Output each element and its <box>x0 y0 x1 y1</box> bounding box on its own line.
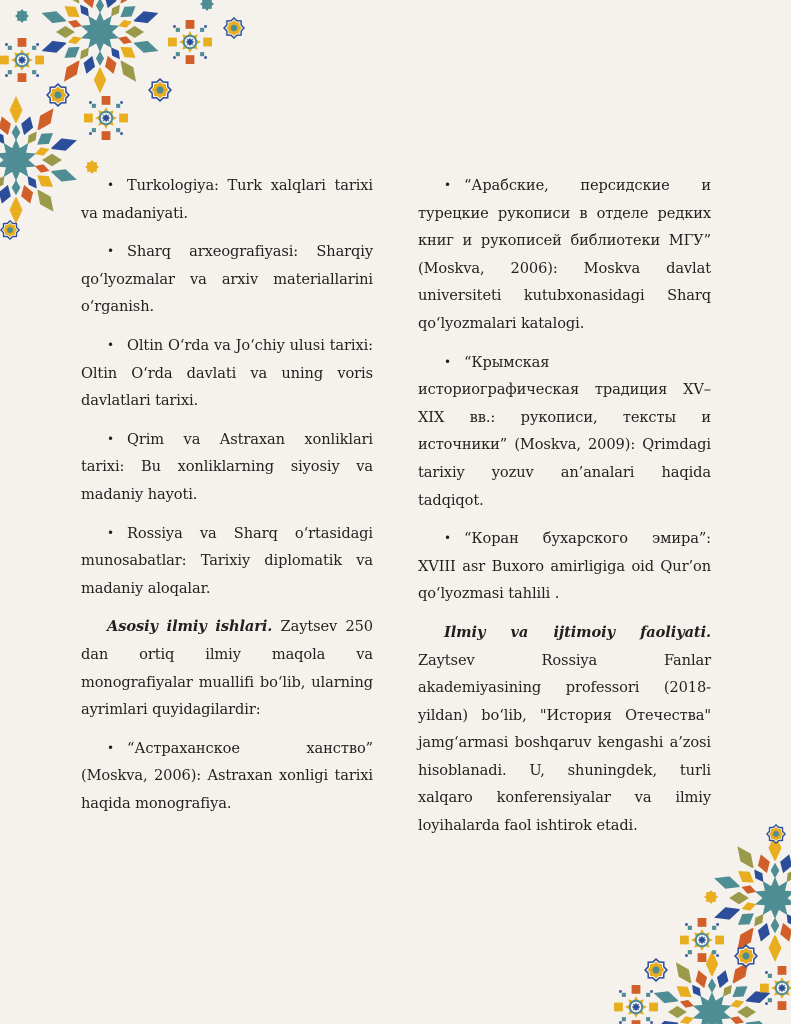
rosette-inner-petal <box>11 124 21 142</box>
flower-diamond <box>119 114 128 123</box>
rosette-mid-petal <box>124 25 145 38</box>
flower-corner-dot <box>685 923 688 926</box>
medallion-inner-star <box>50 87 67 104</box>
flower-corner-square <box>688 926 692 930</box>
small-star <box>15 9 29 23</box>
rosette-inner-petal <box>117 36 133 45</box>
flower-corner-dot <box>765 1002 768 1005</box>
rosette-mid-petal <box>716 969 729 989</box>
rosette-outer-petal <box>37 189 53 212</box>
medallion-center <box>7 227 13 233</box>
rosette-inner-petal <box>0 131 5 146</box>
rosette-mid-petal <box>780 853 791 874</box>
rosette-outer-petal <box>10 196 23 224</box>
flower-corner-square <box>688 950 692 954</box>
rosette-mid-petal <box>119 6 136 18</box>
flower-center-star <box>778 984 787 993</box>
rosette-inner-petal <box>729 999 745 1008</box>
bullet-icon: • <box>107 431 114 446</box>
works-section-body: Zaytsev 250 dan ortiq ilmiy maqola va monografiyalar muallifi bo‘lib, ularning ayrimlari quyidagilardir: <box>81 618 373 719</box>
flower-diamond <box>614 1003 623 1012</box>
flower-diamond <box>168 38 177 47</box>
research-area-bullet <box>81 520 373 603</box>
rosette-outer-petal <box>769 834 782 862</box>
bullet-icon: • <box>107 178 114 192</box>
flower-diamond <box>715 936 724 945</box>
rosette-mid-petal <box>36 132 54 145</box>
rosette-mid-petal <box>737 870 755 883</box>
rosette-inner-petal <box>679 999 695 1008</box>
flower-center-star <box>186 38 195 47</box>
flower-corner-dot <box>5 43 8 46</box>
flower-diamond <box>760 984 769 993</box>
rosette-inner-petal <box>79 46 89 60</box>
rosette-mid-petal <box>21 115 34 136</box>
rosette-inner-petal <box>34 164 51 174</box>
medallion-outer-star <box>644 958 668 982</box>
flower-corner-dot <box>650 990 653 993</box>
flower-ring-gap <box>185 37 196 48</box>
rosette-inner-petal <box>707 977 717 994</box>
rosette-mid-petal <box>667 1005 688 1018</box>
work-text: “Крымская историографическая традиция XV–XIX вв.: рукописи, тексты и источники” (Moskva, 2009): Qrimdagi tarixiy yozuv an’analari haqida tadqiqot. <box>418 353 711 509</box>
flower-ring <box>775 981 790 996</box>
flower-ring <box>15 53 30 68</box>
bullet-icon: • <box>444 178 451 192</box>
rosette-inner-petal <box>770 917 780 935</box>
rosette-outer-petal <box>120 0 136 4</box>
works-section-heading: Asosiy ilmiy ishlari. <box>107 618 273 636</box>
right-column <box>418 172 711 851</box>
flower-corner-square <box>768 974 772 978</box>
flower-corner-square <box>92 128 96 132</box>
flower-ray-star <box>11 49 33 71</box>
flower-ring <box>99 111 114 126</box>
research-area-bullet <box>81 172 373 227</box>
rosette-outer-petal <box>745 991 771 1003</box>
flower-diamond <box>632 1020 641 1024</box>
medallion-gap <box>768 826 784 842</box>
flower-diamond <box>102 96 111 105</box>
bullet-icon: • <box>107 740 114 755</box>
rosette-center-star <box>81 12 119 52</box>
rosette-outer-petal <box>769 934 782 962</box>
flower-diamond <box>102 131 111 140</box>
rosette-mid-petal <box>83 55 96 75</box>
rosette-mid-petal <box>55 25 76 38</box>
flower-corner-square <box>200 52 204 56</box>
flower-corner-square <box>622 993 626 997</box>
works-section-paragraph <box>81 613 373 723</box>
flower-corner-square <box>200 28 204 32</box>
flower-ring <box>629 1000 644 1015</box>
research-area-bullet <box>81 238 373 321</box>
medallion-gap <box>150 80 170 100</box>
flower-diamond <box>680 936 689 945</box>
flower-center-star <box>18 56 27 65</box>
medallion-outer-star <box>223 17 245 39</box>
rosette-inner-petal <box>79 4 89 18</box>
rosette-mid-petal <box>64 46 81 58</box>
flower-corner-dot <box>716 954 719 957</box>
rosette-mid-petal <box>676 986 693 998</box>
activity-section-paragraph <box>418 619 711 840</box>
flower-corner-dot <box>36 43 39 46</box>
rosette-inner-petal <box>67 36 83 45</box>
flower-ring <box>695 933 710 948</box>
flower-corner-square <box>116 128 120 132</box>
rosette-outer-petal <box>50 138 77 150</box>
flower-corner-dot <box>120 101 123 104</box>
rosette-inner-petal <box>679 1016 695 1024</box>
work-text: “Астраханское ханство” (Moskva, 2006): Astraxan xonligi tarixi haqida monografiya. <box>81 739 373 812</box>
rosette-outer-petal <box>654 991 680 1003</box>
flower-corner-dot <box>650 1021 653 1024</box>
rosette-inner-petal <box>110 46 120 60</box>
flower-diamond <box>632 985 641 994</box>
rosette-mid-petal <box>36 175 54 188</box>
flower-corner-dot <box>685 954 688 957</box>
rosette-outer-petal <box>64 60 80 82</box>
rosette-outer-petal <box>42 41 68 53</box>
flower-diamond <box>778 966 787 975</box>
flower-diamond <box>698 953 707 962</box>
flower-corner-square <box>92 104 96 108</box>
rosette-inner-petal <box>27 175 38 190</box>
flower-diamond <box>203 38 212 47</box>
rosette-mid-petal <box>64 6 81 18</box>
flower-ray-star <box>625 996 647 1018</box>
activity-section-body: Zaytsev Rossiya Fanlar akademiyasining professori (2018-yildan) bo‘lib, "История Отечества" jamg‘armasi boshqaruv kengashi a’zosi hisoblanadi. U, shuningdek, turli xalqaro konferensiyalar va ilmiy loyihalarda faol ishtirok etadi. <box>418 651 711 835</box>
flower-ray-star <box>771 977 791 999</box>
flower-corner-square <box>32 46 36 50</box>
flower-diamond <box>186 55 195 64</box>
rosette-inner-petal <box>67 19 83 28</box>
bullet-text: Qrim va Astraxan xonliklari tarixi: Bu xonliklarning siyosiy va madaniy hayoti. <box>81 430 373 503</box>
rosette-mid-petal <box>737 913 755 926</box>
bullet-icon: • <box>107 244 114 259</box>
rosette-outer-petal <box>50 169 77 181</box>
rosette-outer-petal <box>737 927 753 950</box>
flower-corner-square <box>712 950 716 954</box>
medallion-inner-star <box>226 20 241 35</box>
rosette-inner-petal <box>34 147 51 157</box>
flower-diamond <box>186 20 195 29</box>
flower-diamond <box>84 114 93 123</box>
work-text: “Коран бухарского эмира”: XVIII asr Buxoro amirligiga oid Qur’on qo‘lyozmasi tahlili . <box>418 530 711 603</box>
flower-diamond <box>778 1001 787 1010</box>
work-text: “Арабские, персидские и турецкие рукописи в отделе редких книг и рукописей библиотеки МГУ” (Moskva, 2006): Moskva davlat universiteti kutubxonasidagi Sharq qo‘lyozmalari katalogi. <box>418 177 711 332</box>
bullet-text: Sharq arxeografiyasi: Sharqiy qo‘lyozmalar va arxiv materiallarini o‘rganish. <box>81 243 373 316</box>
left-column <box>81 172 373 828</box>
flower-diamond <box>35 56 44 65</box>
rosette-mid-petal <box>21 184 34 205</box>
research-area-bullet <box>81 426 373 509</box>
flower-center-star <box>102 114 111 123</box>
rosette-inner-petal <box>722 984 732 998</box>
flower-ray-star <box>179 31 201 53</box>
rosette-mid-petal <box>83 0 96 9</box>
flower-ring-gap <box>17 55 28 66</box>
flower-diamond <box>18 38 27 47</box>
flower-corner-dot <box>173 56 176 59</box>
rosette-mid-petal <box>119 46 136 58</box>
rosette-mid-petal <box>780 922 791 943</box>
rosette-outer-petal <box>737 846 753 869</box>
rosette-mid-petal <box>757 853 770 874</box>
rosette-outer-petal <box>42 11 68 23</box>
flower-corner-dot <box>204 56 207 59</box>
rosette-center-star <box>693 992 731 1024</box>
flower-corner-dot <box>89 132 92 135</box>
small-star <box>704 890 718 904</box>
medallion-gap <box>646 960 666 980</box>
rosette-outer-petal <box>706 951 718 978</box>
medallion-inner-star <box>152 82 169 99</box>
flower-corner-dot <box>619 990 622 993</box>
flower-corner-square <box>32 70 36 74</box>
flower-diamond <box>0 56 9 65</box>
rosette-mid-petal <box>0 184 12 205</box>
medallion-inner-star <box>648 962 665 979</box>
flower-ring <box>183 35 198 50</box>
rosette-inner-petal <box>691 984 701 998</box>
rosette-inner-petal <box>729 1016 745 1024</box>
rosette-inner-petal <box>95 0 105 14</box>
work-bullet <box>418 172 711 338</box>
flower-corner-dot <box>716 923 719 926</box>
flower-diamond <box>649 1003 658 1012</box>
work-bullet <box>418 525 711 608</box>
flower-corner-dot <box>36 74 39 77</box>
rosette-outer-petal <box>120 60 136 82</box>
rosette-mid-petal <box>728 891 750 905</box>
flower-corner-square <box>622 1017 626 1021</box>
rosette-inner-petal <box>0 175 5 190</box>
rosette-inner-petal <box>740 902 757 912</box>
flower-corner-dot <box>89 101 92 104</box>
medallion-center <box>54 91 61 98</box>
rosette-outer-petal <box>732 962 748 984</box>
flower-diamond <box>698 918 707 927</box>
medallion-gap <box>2 222 18 238</box>
rosette-inner-petal <box>770 862 780 880</box>
bullet-text: Turkologiya: Turk xalqlari tarixi va madaniyati. <box>81 177 373 222</box>
medallion-center <box>652 966 659 973</box>
flower-corner-dot <box>765 971 768 974</box>
flower-corner-square <box>646 993 650 997</box>
flower-corner-dot <box>204 25 207 28</box>
rosette-outer-petal <box>714 876 741 888</box>
rosette-outer-petal <box>133 41 159 53</box>
medallion-outer-star <box>0 220 20 240</box>
rosette-outer-petal <box>714 907 741 919</box>
flower-corner-square <box>176 52 180 56</box>
flower-corner-square <box>712 926 716 930</box>
rosette-inner-petal <box>786 869 791 884</box>
rosette-outer-petal <box>94 67 106 94</box>
rosette-outer-petal <box>64 0 80 4</box>
flower-ring-gap <box>101 113 112 124</box>
bullet-icon: • <box>107 337 114 352</box>
rosette-outer-petal <box>10 96 23 124</box>
flower-corner-square <box>8 70 12 74</box>
flower-diamond <box>18 73 27 82</box>
activity-section-heading: Ilmiy va ijtimoiy faoliyati. <box>444 623 711 641</box>
flower-corner-square <box>176 28 180 32</box>
flower-corner-square <box>646 1017 650 1021</box>
flower-corner-dot <box>619 1021 622 1024</box>
rosette-mid-petal <box>695 969 708 989</box>
rosette-mid-petal <box>731 986 748 998</box>
rosette-inner-petal <box>754 869 765 884</box>
bottom-right-islamic-star-ornament <box>614 824 791 1024</box>
flower-corner-square <box>8 46 12 50</box>
medallion-outer-star <box>766 824 786 844</box>
medallion-gap <box>225 19 243 37</box>
rosette-inner-petal <box>754 913 765 928</box>
rosette-outer-petal <box>676 962 692 984</box>
rosette-inner-petal <box>740 885 757 895</box>
rosette-center-star <box>0 139 36 181</box>
medallion-center <box>231 25 238 32</box>
rosette-outer-petal <box>37 108 53 131</box>
medallion-outer-star <box>734 944 758 968</box>
medallion-gap <box>48 85 68 105</box>
flower-ring-gap <box>777 983 788 994</box>
bullet-text: Rossiya va Sharq o‘rtasidagi munosabatlar: Tarixiy diplomatik va madaniy aloqalar. <box>81 524 373 597</box>
flower-corner-square <box>768 998 772 1002</box>
bullet-icon: • <box>107 525 114 540</box>
medallion-center <box>773 831 779 837</box>
rosette-mid-petal <box>0 115 12 136</box>
flower-center-star <box>632 1003 641 1012</box>
rosette-inner-petal <box>786 913 791 928</box>
bullet-icon: • <box>444 531 451 546</box>
medallion-center <box>742 952 749 959</box>
rosette-mid-petal <box>757 922 770 943</box>
bullet-icon: • <box>444 354 451 369</box>
rosette-inner-petal <box>11 179 21 197</box>
research-area-bullet <box>81 332 373 415</box>
medallion-inner-star <box>3 223 17 237</box>
work-bullet <box>81 735 373 818</box>
flower-corner-square <box>116 104 120 108</box>
small-star <box>200 0 214 11</box>
medallion-outer-star <box>148 78 172 102</box>
rosette-inner-petal <box>110 4 120 18</box>
flower-ring-gap <box>697 935 708 946</box>
flower-ray-star <box>95 107 117 129</box>
flower-ring-gap <box>631 1002 642 1013</box>
rosette-mid-petal <box>104 0 117 9</box>
rosette-inner-petal <box>95 50 105 67</box>
rosette-mid-petal <box>736 1005 757 1018</box>
flower-center-star <box>698 936 707 945</box>
medallion-inner-star <box>769 827 783 841</box>
rosette-mid-petal <box>104 55 117 75</box>
rosette-mid-petal <box>41 153 63 167</box>
work-bullet <box>418 349 711 515</box>
rosette-center-star <box>755 877 791 919</box>
rosette-inner-petal <box>117 19 133 28</box>
flower-corner-dot <box>5 74 8 77</box>
rosette-outer-petal <box>133 11 159 23</box>
flower-corner-dot <box>173 25 176 28</box>
flower-ray-star <box>691 929 713 951</box>
flower-corner-dot <box>120 132 123 135</box>
medallion-gap <box>736 946 756 966</box>
bullet-text: Oltin O‘rda va Jo‘chiy ulusi tarixi: Oltin O‘rda davlati va uning voris davlatlari tarixi. <box>81 336 373 410</box>
medallion-center <box>156 86 163 93</box>
rosette-inner-petal <box>27 131 38 146</box>
medallion-outer-star <box>46 83 70 107</box>
medallion-inner-star <box>738 948 755 965</box>
